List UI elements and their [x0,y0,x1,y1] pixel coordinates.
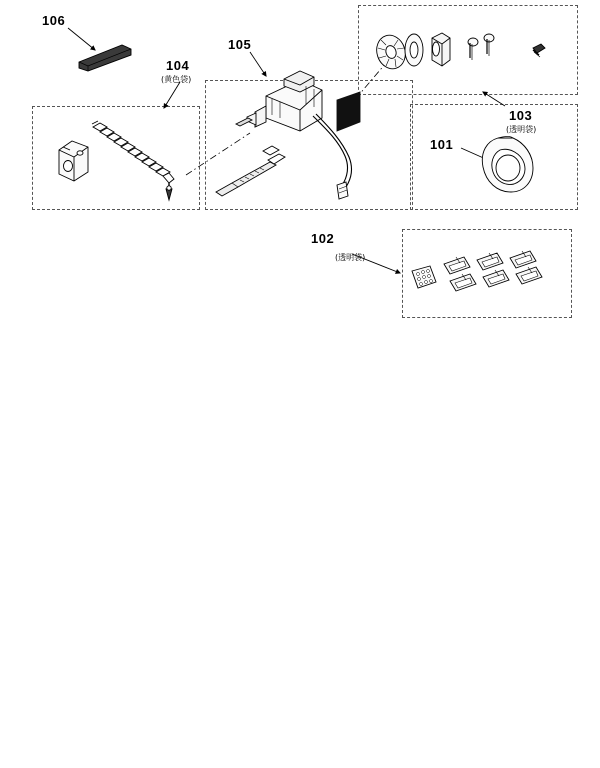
group-box-102 [402,229,572,318]
group-box-101 [410,104,578,210]
group-label-106: 106 [42,13,66,28]
group-label-102: 102 [311,231,335,246]
group-label-103: 103 [509,108,533,123]
group-label-104: 104 [166,58,190,73]
group-box-104 [32,106,200,210]
leader-106 [68,28,95,50]
group-sublabel-102: (透明袋) [335,253,366,262]
group-label-105: 105 [228,37,252,52]
group-sublabel-104: (黄色袋) [161,75,192,84]
group-box-105 [205,80,413,210]
group-sublabel-103: (透明袋) [506,125,537,134]
leader-105 [250,52,266,76]
leader-104 [164,82,180,108]
group-box-103 [358,5,578,95]
group-label-101: 101 [430,137,454,152]
part-106-flat-bar [79,45,131,71]
